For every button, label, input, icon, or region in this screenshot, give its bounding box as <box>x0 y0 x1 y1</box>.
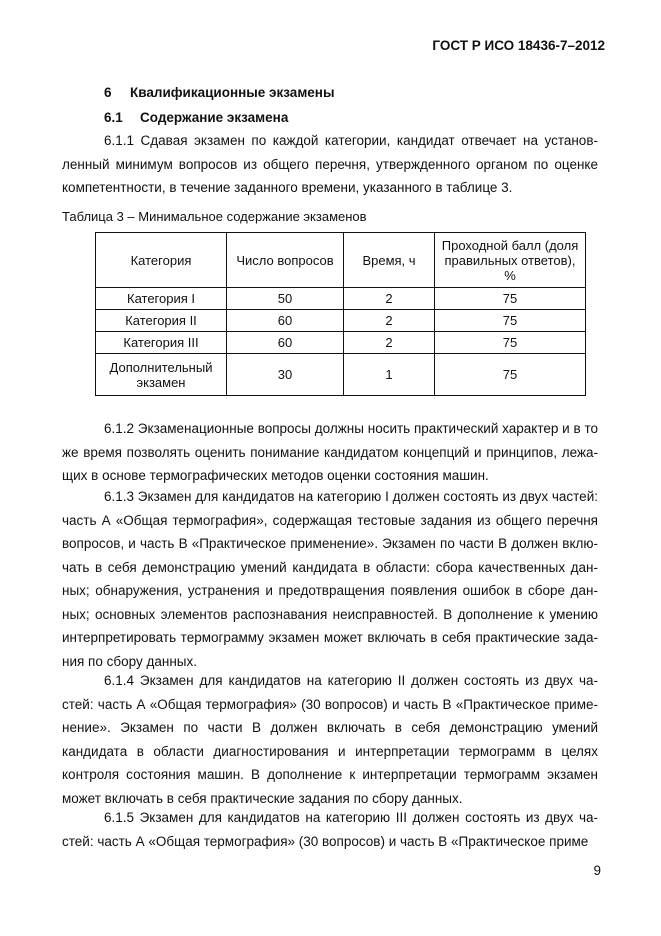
cell-time: 2 <box>344 288 435 310</box>
paragraph-6-1-3: 6.1.3 Экзамен для кандидатов на категорию I должен состоять из двух частей: часть А «Общая термография», содержащая тестовые задания из общего перечня вопросов, и часть В «Практическое применение». Экзамен по части В должен включать в себя демонстрацию умений кандидата в области: сбора качественных данных; обнаружения, устранения и предотвращения появления ошибок в сборе данных; основных элементов распознавания неисправностей. В дополнение к умению интерпретировать термограмму экзамен может включать в себя практические задания по сбору данных. <box>62 489 598 669</box>
paragraph-6-1-2: 6.1.2 Экзаменационные вопросы должны носить практический характер и в то же время позволять оценить понимание кандидатом концепций и принципов, лежащих в основе термографических методов оценки состояния машин. <box>62 421 598 483</box>
paragraph-6-1-5: 6.1.5 Экзамен для кандидатов на категорию III должен состоять из двух частей: часть А «Общая термография» (30 вопросов) и часть В «Практическое приме <box>62 810 598 849</box>
section-number: 6 <box>104 85 112 100</box>
cell-pass-score: 75 <box>435 354 586 396</box>
table-row <box>96 354 586 396</box>
table-caption: Таблица 3 – Минимальное содержание экзаменов <box>62 209 367 224</box>
table-row <box>96 310 586 332</box>
cell-question-count: 60 <box>227 332 344 354</box>
cell-time: 2 <box>344 310 435 332</box>
section-title: Квалификационные экзамены <box>130 85 335 100</box>
cell-category: Дополнительный экзамен <box>96 354 227 396</box>
table-row <box>96 288 586 310</box>
cell-time: 2 <box>344 332 435 354</box>
cell-category: Категория II <box>96 310 227 332</box>
table-row <box>96 332 586 354</box>
page-number: 9 <box>593 863 601 878</box>
cell-question-count: 30 <box>227 354 344 396</box>
header-pass-score: Проходной балл (доля правильных ответов), % <box>435 233 586 288</box>
header-category: Категория <box>96 233 227 288</box>
subsection-number: 6.1 <box>104 110 123 125</box>
cell-pass-score: 75 <box>435 288 586 310</box>
cell-time: 1 <box>344 354 435 396</box>
header-time: Время, ч <box>344 233 435 288</box>
cell-question-count: 60 <box>227 310 344 332</box>
paragraph-6-1-4: 6.1.4 Экзамен для кандидатов на категорию II должен состоять из двух частей: часть А «Общая термография» (30 вопросов) и часть В «Практическое применение». Экзамен по части В должен включать в себя демонстрацию умений кандидата в области диагностирования и интерпретации термограмм в целях контроля состояния машин. В дополнение к интерпретации термограмм экзамен может включать в себя практические задания по сбору данных. <box>62 673 598 806</box>
paragraph-6-1-1: 6.1.1 Сдавая экзамен по каждой категории, кандидат отвечает на установленный минимум вопросов из общего перечня, утвержденного органом по оценке компетентности, в течение заданного времени, указанного в таблице 3. <box>62 133 598 195</box>
exam-content-table <box>95 232 586 396</box>
header-question-count: Число вопросов <box>227 233 344 288</box>
standard-id-header: ГОСТ Р ИСО 18436-7–2012 <box>432 38 605 53</box>
cell-question-count: 50 <box>227 288 344 310</box>
section-heading <box>104 85 335 100</box>
cell-category: Категория I <box>96 288 227 310</box>
subsection-title: Содержание экзамена <box>140 110 289 125</box>
subsection-heading <box>104 110 288 125</box>
cell-pass-score: 75 <box>435 332 586 354</box>
table-header-row <box>96 233 586 288</box>
cell-pass-score: 75 <box>435 310 586 332</box>
cell-category: Категория III <box>96 332 227 354</box>
